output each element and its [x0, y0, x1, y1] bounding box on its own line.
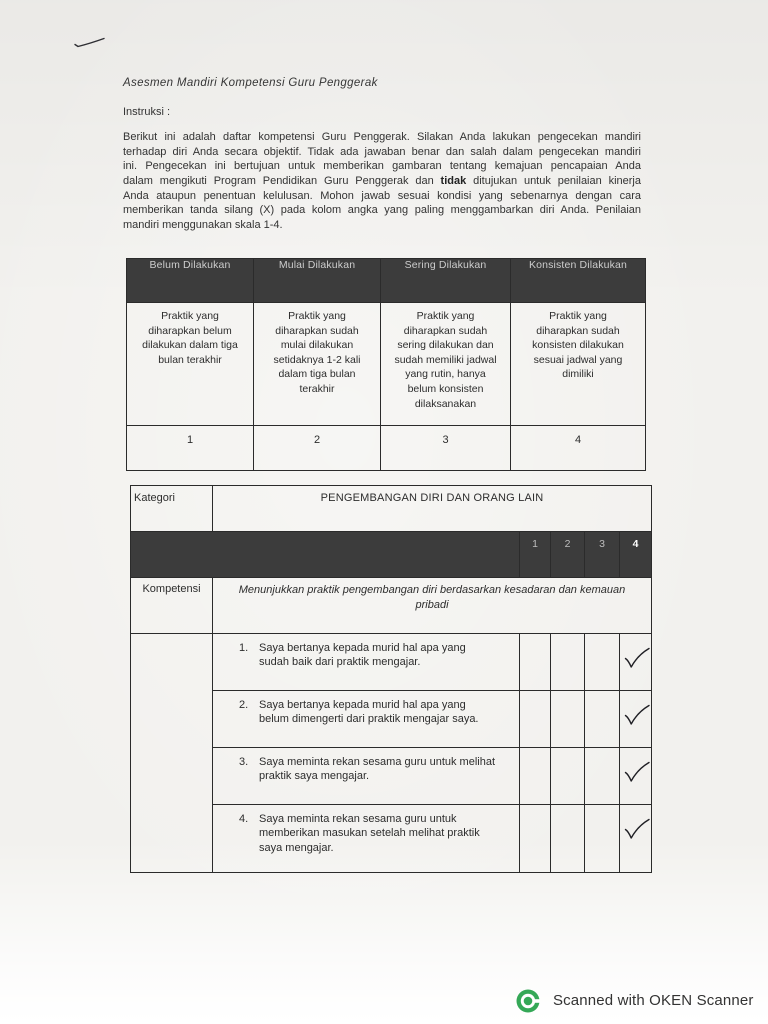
- scale-description-cell: Praktik yang diharapkan sudah mulai dilakukan setidaknya 1-2 kali dalam tiga bulan terakhir: [254, 303, 381, 426]
- pen-mark: [70, 30, 110, 50]
- item-number: 3.: [239, 756, 249, 768]
- instructions-text: dalam mengikuti Program Pendidikan Guru Penggerak dan: [123, 174, 434, 187]
- empty-merged-cell: [131, 634, 213, 873]
- checkmark-icon: [624, 647, 650, 669]
- oken-scanner-logo-icon: [516, 989, 540, 1013]
- instructions-line: terhadap diri Anda secara objektif. Tidak ada jawaban benar dan salah dalam pengecekan mandiri: [123, 145, 641, 158]
- scale-description-cell: Praktik yang diharapkan belum dilakukan dalam tiga bulan terakhir: [127, 303, 254, 426]
- instructions-line: ini. Pengecekan ini bertujuan untuk memberikan gambaran tentang kemajuan pencapaian Anda: [123, 160, 641, 173]
- competency-description: Menunjukkan praktik pengembangan diri berdasarkan kesadaran dan kemauan pribadi: [213, 578, 652, 634]
- scale-score-cell: 4: [511, 426, 646, 471]
- instructions-line: Anda ataupun penentuan kelulusan. Mohon jawab sesuai kondisi yang sebenarnya dengan cara: [123, 189, 641, 202]
- checkmark-icon: [624, 818, 650, 840]
- competency-row: [131, 578, 652, 634]
- score-cell-2: [551, 691, 585, 748]
- item-number: 4.: [239, 813, 249, 825]
- checkmark-stroke: [626, 820, 650, 839]
- scale-description-row: [127, 303, 646, 426]
- category-row: [131, 486, 652, 532]
- item-cell: [213, 805, 520, 873]
- scale-description-cell: Praktik yang diharapkan sudah sering dilakukan dan sudah memiliki jadwal yang rutin, hanya belum konsisten dilaksanakan: [381, 303, 511, 426]
- item-cell: [213, 634, 520, 691]
- score-cell-3: [585, 634, 620, 691]
- category-value: PENGEMBANGAN DIRI DAN ORANG LAIN: [213, 486, 652, 532]
- item-text: Saya bertanya kepada murid hal apa yang belum dimengerti dari praktik mengajar saya.: [259, 699, 479, 726]
- watermark-text: Scanned with OKEN Scanner: [553, 992, 754, 1009]
- assessment-table: [130, 485, 652, 873]
- score-header-3: 3: [585, 532, 620, 578]
- instructions-text: ditujukan untuk penilaian kinerja: [473, 174, 641, 187]
- score-header-2: 2: [551, 532, 585, 578]
- score-cell-3: [585, 691, 620, 748]
- checkmark-stroke: [626, 649, 650, 668]
- item-text: Saya meminta rekan sesama guru untuk memberikan masukan setelah melihat praktik saya mengajar.: [259, 813, 480, 854]
- score-cell-4: [620, 748, 652, 805]
- instructions-line: Berikut ini adalah daftar kompetensi Guru Penggerak. Silakan Anda lakukan pengecekan mandiri: [123, 131, 641, 143]
- score-header-spacer: [131, 532, 520, 578]
- scale-description-cell: Praktik yang diharapkan sudah konsisten dilakukan sesuai jadwal yang dimiliki: [511, 303, 646, 426]
- score-cell-3: [585, 748, 620, 805]
- scale-header-cell: Belum Dilakukan: [127, 259, 254, 303]
- category-label: Kategori: [131, 486, 213, 532]
- score-header-band: [131, 532, 652, 578]
- score-cell-4: [620, 691, 652, 748]
- document-title: Asesmen Mandiri Kompetensi Guru Penggerak: [123, 77, 378, 89]
- scale-table: [126, 258, 646, 471]
- checkmark-stroke: [626, 706, 650, 725]
- emphasis-text: tidak: [440, 174, 467, 187]
- item-cell: [213, 691, 520, 748]
- competency-label: Kompetensi: [131, 578, 213, 634]
- scale-header-cell: Konsisten Dilakukan: [511, 259, 646, 303]
- instructions-line: [123, 174, 641, 189]
- item-text: Saya meminta rekan sesama guru untuk melihat praktik saya mengajar.: [259, 756, 496, 783]
- score-cell-4: [620, 805, 652, 873]
- item-number: 2.: [239, 699, 249, 711]
- scale-score-cell: 1: [127, 426, 254, 471]
- score-cell-2: [551, 634, 585, 691]
- score-cell-2: [551, 748, 585, 805]
- score-cell-2: [551, 805, 585, 873]
- score-cell-1: [520, 634, 551, 691]
- instructions-label: Instruksi :: [123, 106, 171, 118]
- instructions-paragraph: [123, 130, 641, 232]
- scale-header-row: [127, 259, 646, 303]
- scanner-watermark: [516, 989, 754, 1013]
- scale-score-cell: 3: [381, 426, 511, 471]
- scale-header-cell: Mulai Dilakukan: [254, 259, 381, 303]
- item-cell: [213, 748, 520, 805]
- scale-score-cell: 2: [254, 426, 381, 471]
- scale-header-cell: Sering Dilakukan: [381, 259, 511, 303]
- score-header-4: 4: [620, 532, 652, 578]
- score-cell-1: [520, 691, 551, 748]
- score-cell-1: [520, 748, 551, 805]
- item-text: Saya bertanya kepada murid hal apa yang sudah baik dari praktik mengajar.: [259, 642, 466, 669]
- instructions-line: memberikan tanda silang (X) pada kolom angka yang paling menggambarkan diri Anda. Penilaian: [123, 204, 641, 217]
- checkmark-icon: [624, 761, 650, 783]
- scale-score-row: [127, 426, 646, 471]
- checkmark-stroke: [626, 763, 650, 782]
- item-number: 1.: [239, 642, 249, 654]
- checkmark-icon: [624, 704, 650, 726]
- score-cell-4: [620, 634, 652, 691]
- item-row: [131, 634, 652, 691]
- score-cell-3: [585, 805, 620, 873]
- score-cell-1: [520, 805, 551, 873]
- score-header-1: 1: [520, 532, 551, 578]
- instructions-line: mandiri menggunakan skala 1-4.: [123, 218, 283, 231]
